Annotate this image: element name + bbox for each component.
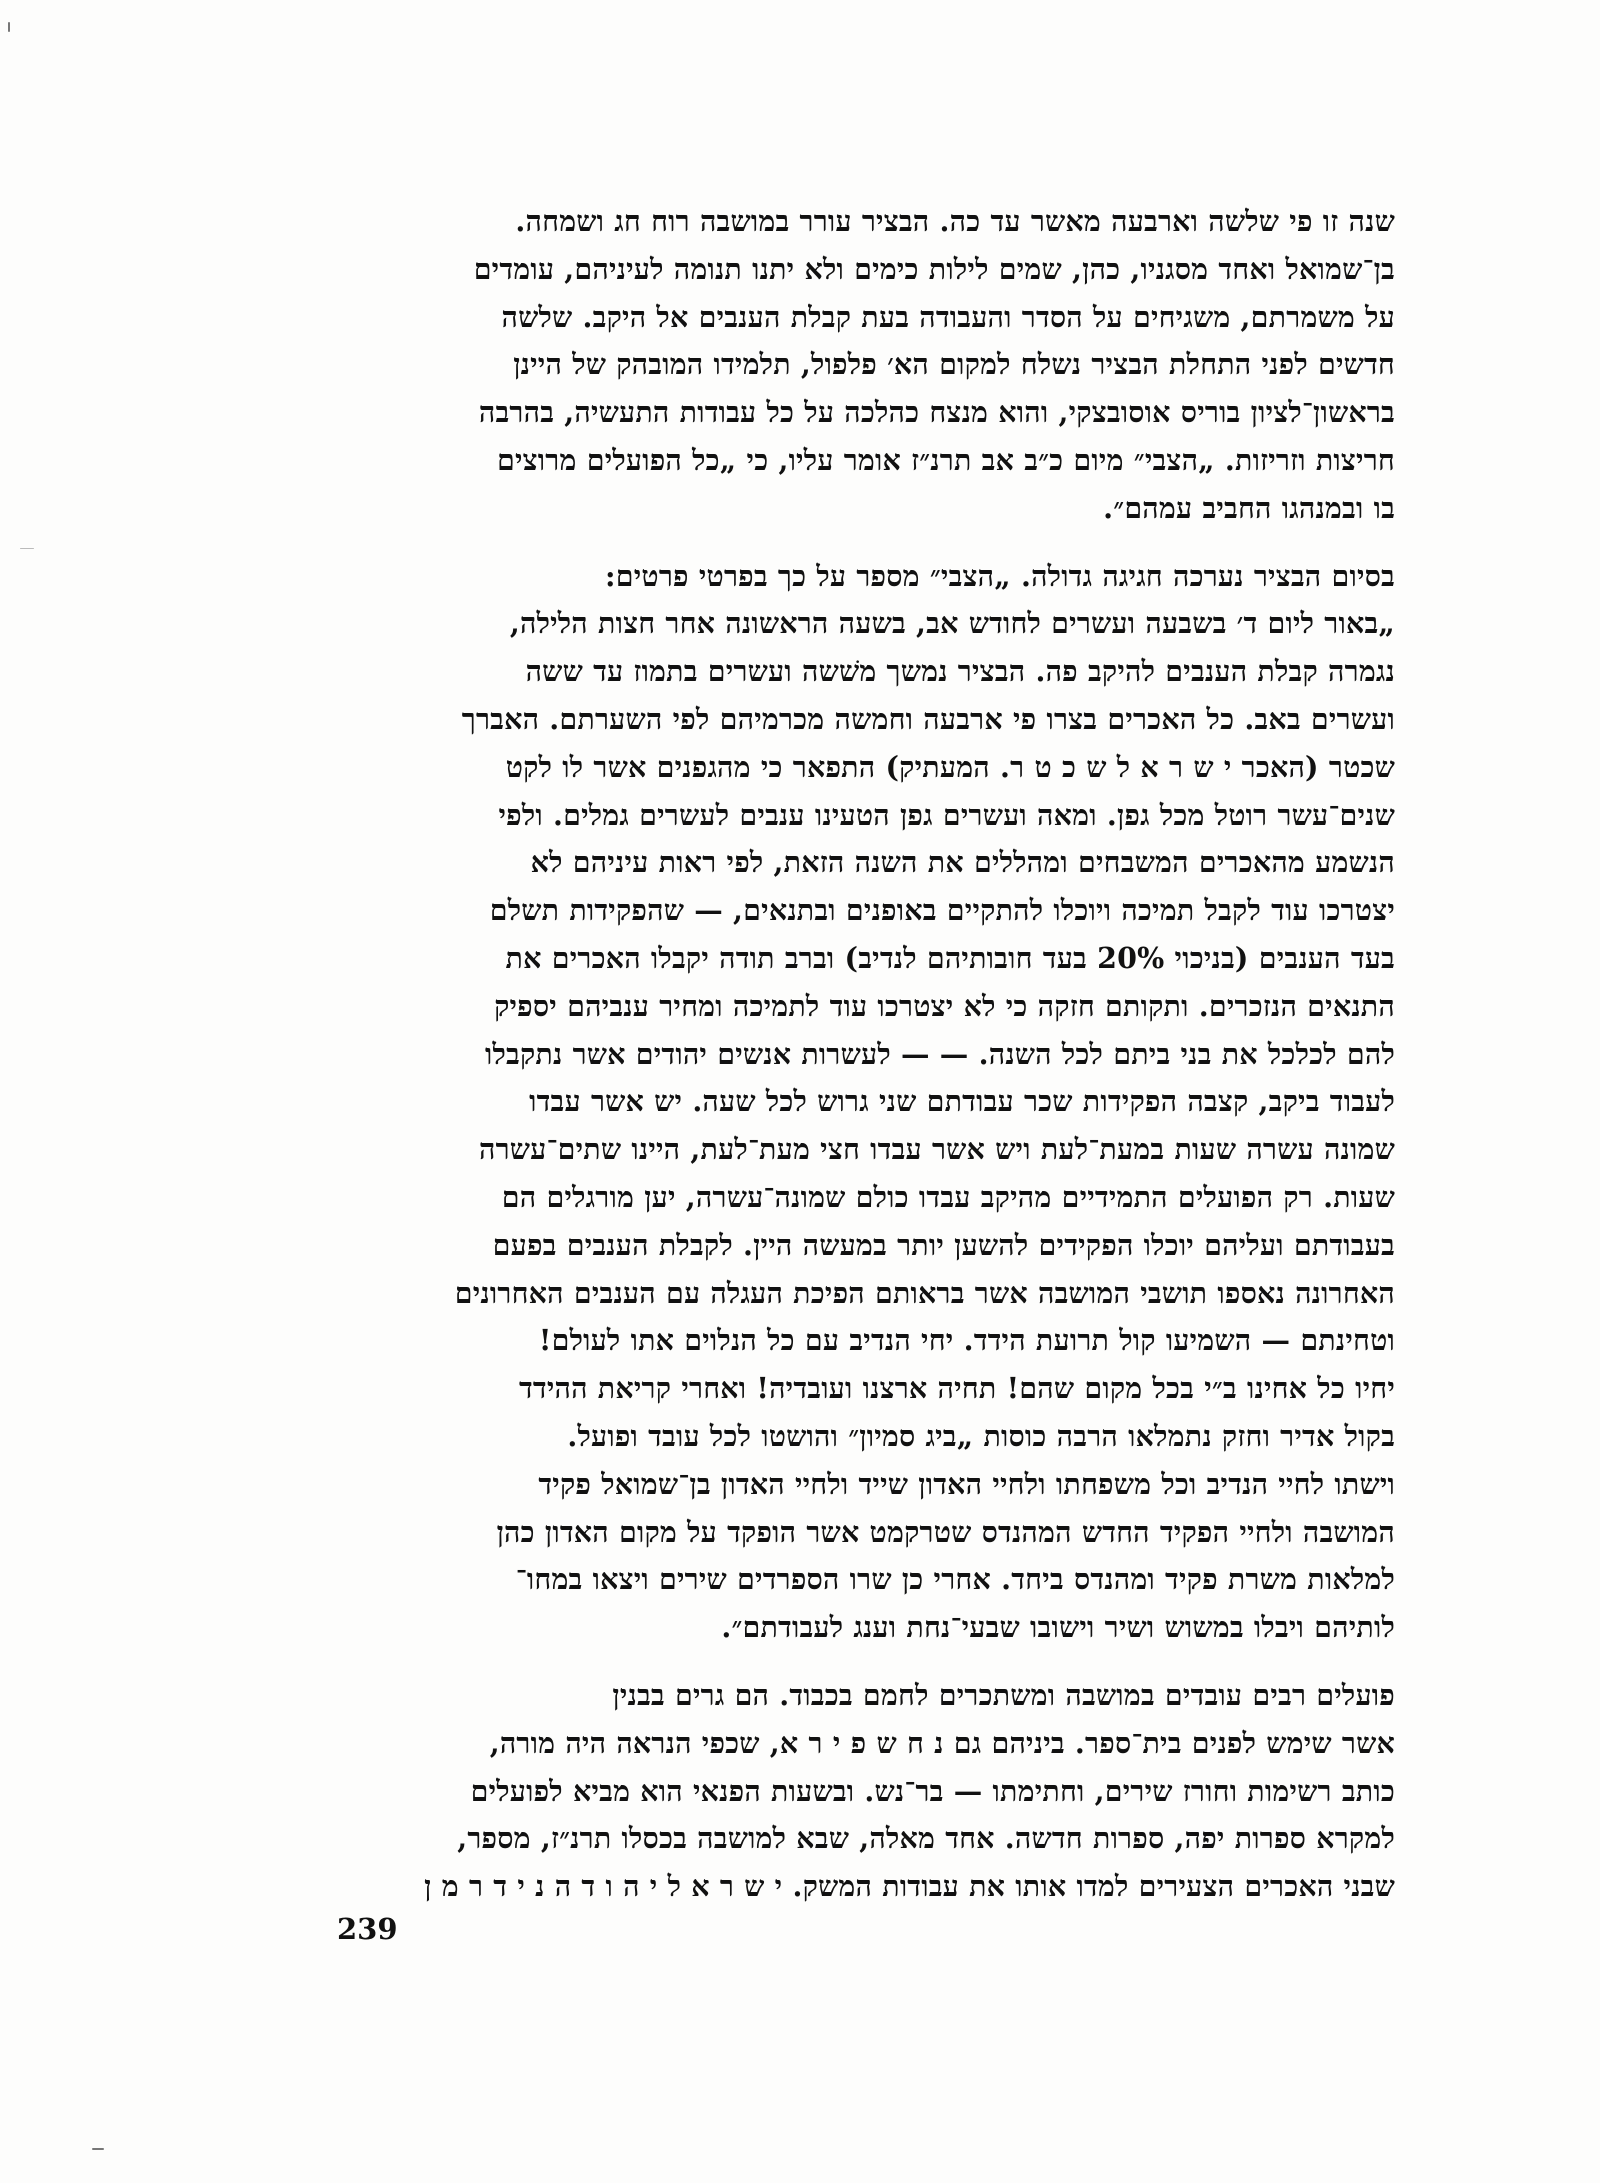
text-line: בעד הענבים (בניכוי 20% בעד חובותיהם לנדיב) וברב תודה יקבלו האכרים את: [505, 940, 1395, 975]
text-line: האחרונה נאספו תושבי המושבה אשר בראותם הפיכת העגלה עם הענבים האחרונים: [454, 1275, 1395, 1310]
text-line: נגמרה קבלת הענבים להיקב פה. הבציר נמשך משׁשה ועשרים בתמוז עד ששה: [525, 654, 1395, 689]
text-line: חדשים לפני התחלת הבציר נשלח למקום הא׳ פלפול, תלמידו המובהק של היינן: [513, 347, 1395, 382]
scan-speck: [8, 22, 10, 32]
text-line: וישתו לחיי הנדיב וכל משפחתו ולחיי האדון שייד ולחיי האדון בן־שמואל פקיד: [538, 1466, 1395, 1501]
text-line: וטחינתם — השמיעו קול תרועת הידד. יחי הנדיב עם כל הנלוים אתו לעולם!: [538, 1323, 1395, 1358]
text-line: לותיהם ויבלו במשוש ושיר וישובו שבעי־נחת וענג לעבודתם״.: [721, 1610, 1395, 1645]
text-line: שמונה עשרה שעות במעת־לעת ויש אשר עבדו חצי מעת־לעת, היינו שתים־עשרה: [479, 1132, 1395, 1167]
text-line: להם לכלכל את בני ביתם לכל השנה. — — לעשרות אנשים יהודים אשר נתקבלו: [484, 1036, 1395, 1071]
scan-speck: [20, 548, 34, 549]
text-line: „באור ליום ד׳ בשבעה ועשרים לחודש אב, בשעה הראשונה אחר חצות הלילה,: [509, 606, 1395, 641]
text-line: שנה זו פי שלשה וארבעה מאשר עד כה. הבציר עורר במושבה רוח חג ושמחה.: [515, 204, 1395, 238]
text-line: יצטרכו עוד לקבל תמיכה ויוכלו להתקיים באופנים ובתנאים, — שהפקידות תשלם: [489, 893, 1395, 928]
text-line: אשר שימש לפנים בית־ספר. ביניהם גם נ ח ש פ י ר א, שכפי הנראה היה מורה,: [489, 1725, 1395, 1760]
text-line: פועלים רבים עובדים במושבה ומשתכרים לחמם בכבוד. הם גרים בבנין: [612, 1677, 1395, 1712]
text-line: הנשמע מהאכרים המשבחים ומהללים את השנה הזאת, לפי ראות עיניהם לא: [530, 845, 1395, 880]
text-line: לעבוד ביקב, קצבה הפקידות שכר עבודתם שני גרוש לכל שעה. יש אשר עבדו: [529, 1084, 1395, 1119]
scan-speck: [92, 2148, 104, 2150]
text-line: בראשון־לציון בוריס אוסובצקי, והוא מנצח כהלכה על כל עבודות התעשיה, בהרבה: [478, 395, 1395, 430]
text-line: יחיו כל אחינו ב״י בכל מקום שהם! תחיה ארצנו ועובדיה! ואחרי קריאת ההידד: [519, 1371, 1395, 1406]
text-line: בן־שמואל ואחד מסגניו, כהן, שמים לילות כימים ולא יתנו תנומה לעיניהם, עומדים: [473, 251, 1395, 286]
text-line: המושבה ולחיי הפקיד החדש המהנדס שטרקמט אשר הופקד על מקום האדון כהן: [496, 1514, 1395, 1549]
text-line: למקרא ספרות יפה, ספרות חדשה. אחד מאלה, שבא למושבה בכסלו תרנ״ז, מספר,: [457, 1821, 1395, 1856]
text-line: שבני האכרים הצעירים למדו אותו את עבודות המשק. י ש ר א ל י ה ו ד ה נ י ד ר מ ן: [424, 1869, 1395, 1904]
main-text-block: [335, 198, 1395, 1911]
text-line: כותב רשימות וחורז שירים, וחתימתו — בר־נש. ובשעות הפנאי הוא מביא לפועלים: [470, 1773, 1395, 1808]
text-line: ועשרים באב. כל האכרים בצרו פי ארבעה וחמשה מכרמיהם לפי השערתם. האברך: [461, 701, 1395, 736]
text-line: חריצות וזריזות. „הצבי״ מיום כ״ב אב תרנ״ז אומר עליו, כי „כל הפועלים מרוצים: [497, 442, 1395, 477]
text-line: בקול אדיר וחזק נתמלאו הרבה כוסות „ביג סמיון״ והושטו לכל עובד ופועל.: [567, 1418, 1395, 1453]
text-line: בו ובמנהגו החביב עמהם״.: [1103, 490, 1395, 525]
text-line: שנים־עשר רוטל מכל גפן. ומאה ועשרים גפן הטעינו ענבים לעשרים גמלים. ולפי: [498, 797, 1395, 832]
page-number: 239: [337, 1912, 398, 1946]
text-line: על משמרתם, משגיחים על הסדר והעבודה בעת קבלת הענבים אל היקב. שלשה: [501, 299, 1395, 334]
text-line: בסיום הבציר נערכה חגיגה גדולה. „הצבי״ מספר על כך בפרטי פרטים:: [605, 558, 1395, 593]
text-line: שעות. רק הפועלים התמידיים מהיקב עבדו כולם שמונה־עשרה, יען מורגלים הם: [501, 1179, 1395, 1214]
text-line: בעבודתם ועליהם יוכלו הפקידים להשען יותר במעשה היין. לקבלת הענבים בפעם: [492, 1227, 1395, 1262]
text-line: למלאות משרת פקיד ומהנדס ביחד. אחרי כן שרו הספרדים שירים ויצאו במחו־: [515, 1562, 1395, 1597]
text-line: התנאים הנזכרים. ותקותם חזקה כי לא יצטרכו עוד לתמיכה ומחיר ענביהם יספיק: [494, 988, 1395, 1023]
text-line: שכטר (האכר י ש ר א ל ש כ ט ר. המעתיק) התפאר כי מהגפנים אשר לו לקט: [505, 749, 1395, 784]
